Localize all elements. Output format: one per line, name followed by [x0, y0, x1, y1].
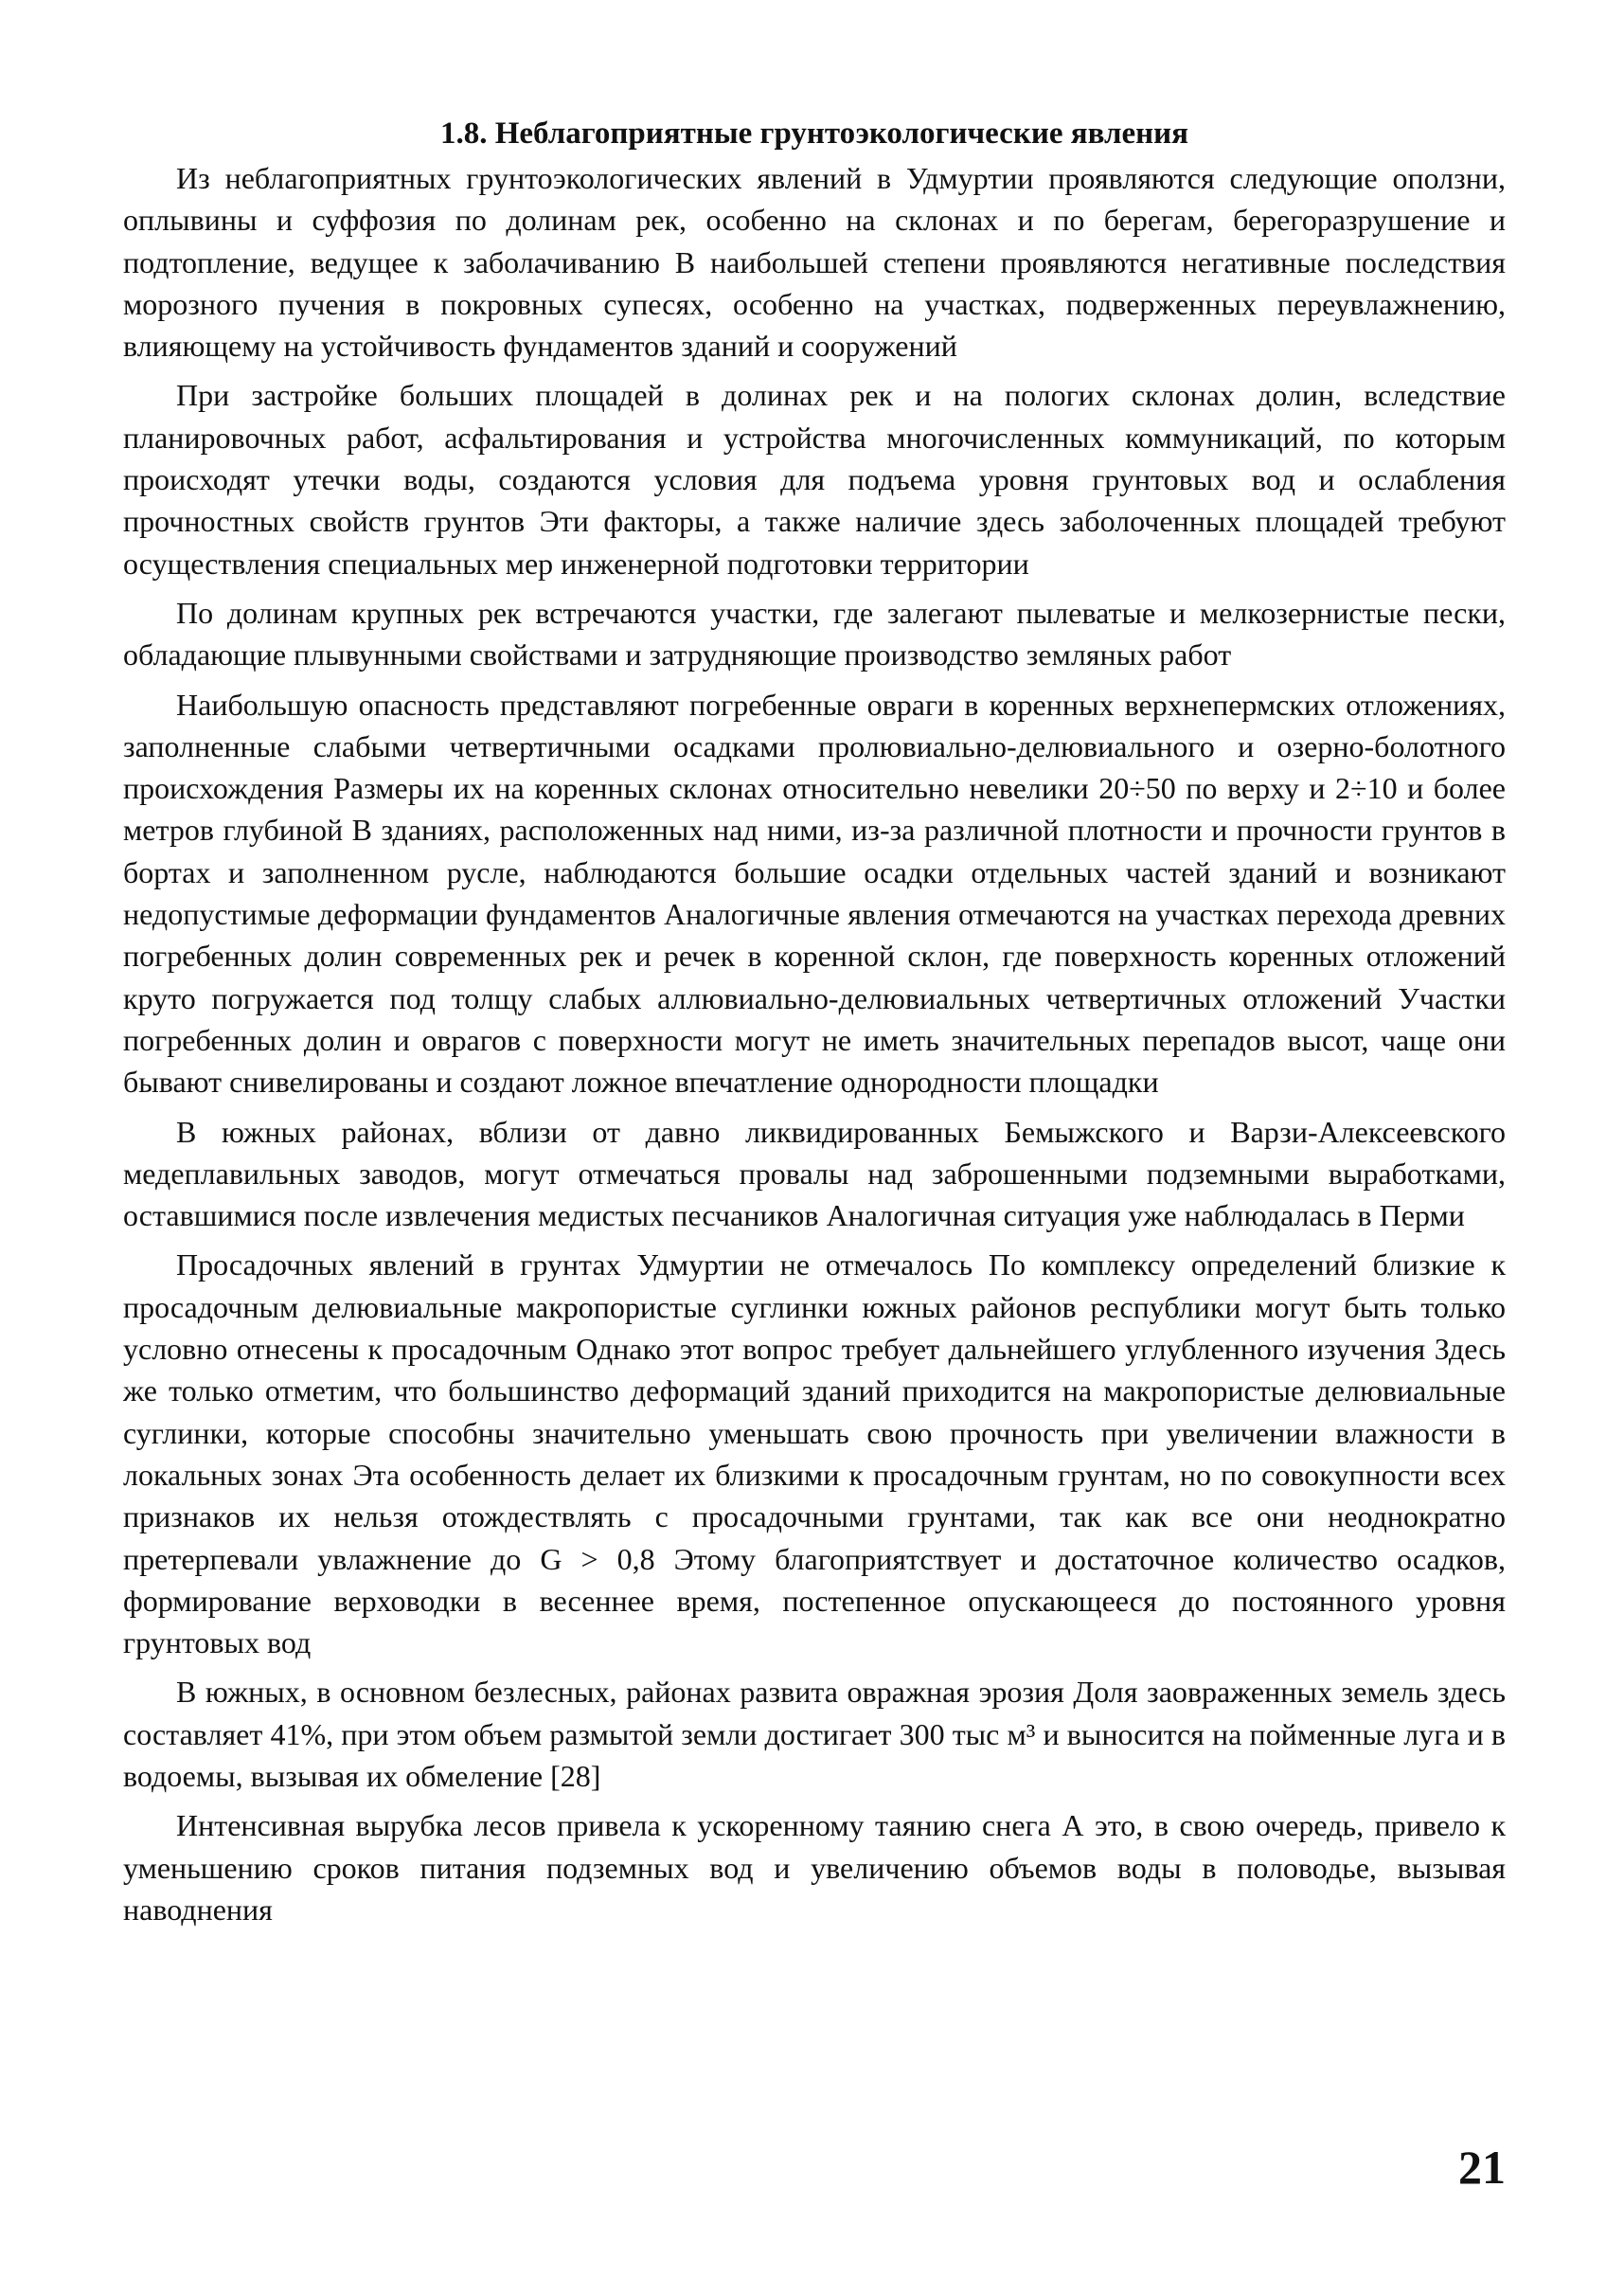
section-heading: 1.8. Неблагоприятные грунтоэкологические явления	[439, 117, 1189, 151]
paragraph-3: По долинам крупных рек встречаются участки, где залегают пылеватые и мелкозернистые пески, обладающие плывунными свойствами и затрудняющие производство земляных работ	[123, 595, 1506, 672]
paragraph-6: Просадочных явлений в грунтах Удмуртии не отмечалось По комплексу определений близкие к просадочным делювиальные макропористые суглинки южных районов республики могут быть только условно отнесены к просадочным Однако этот вопрос требует дальнейшего углубленного изучения Здесь же только отметим, что большинство деформаций зданий приходится на макропористые делювиальные суглинки, которые способны значительно уменьшать свою прочность при увеличении влажности в локальных зонах Эта особенность делает их близкими к просадочным грунтам, но по совокупности всех признаков их нельзя отождествлять с просадочными грунтами, так как все они неоднократно претерпевали увлажнение до G > 0,8 Этому благоприятствует и достаточное количество осадков, формирование верховодки в весеннее время, постепенное опускающееся до постоянного уровня грунтовых вод	[123, 1247, 1506, 1660]
document-page	[123, 112, 1506, 1938]
paragraph-1: Из неблагоприятных грунтоэкологических явлений в Удмуртии проявляются следующие оползни, оплывины и суффозия по долинам рек, особенно на склонах и по берегам, берегоразрушение и подтопление, ведущее к заболачиванию В наибольшей степени проявляются негативные последствия морозного пучения в покровных супесях, особенно на участках, подверженных переувлажнению, влияющему на устойчивость фундаментов зданий и сооружений	[123, 161, 1506, 364]
paragraph-8: Интенсивная вырубка лесов привела к ускоренному таянию снега А это, в свою очередь, привело к уменьшению сроков питания подземных вод и увеличению объемов воды в половодье, вызывая наводнения	[123, 1808, 1506, 1927]
paragraph-7: В южных, в основном безлесных, районах развита овражная эрозия Доля заовраженных земель здесь составляет 41%, при этом объем размытой земли достигает 300 тыс м³ и выносится на пойменные луга и в водоемы, вызывая их обмеление [28]	[123, 1675, 1506, 1793]
paragraph-4: Наибольшую опасность представляют погребенные овраги в коренных верхнепермских отложениях, заполненные слабыми четвертичными осадками пролювиально-делювиального и озерно-болотного происхождения Размеры их на коренных склонах относительно невелики 20÷50 по верху и 2÷10 и более метров глубиной В зданиях, расположенных над ними, из-за различной плотности и прочности грунтов в бортах и заполненном русле, наблюдаются большие осадки отдельных частей зданий и возникают недопустимые деформации фундаментов Аналогичные явления отмечаются на участках перехода древних погребенных долин современных рек и речек в коренной склон, где поверхность коренных отложений круто погружается под толщу слабых аллювиально-делювиальных четвертичных отложений Участки погребенных долин и оврагов с поверхности могут не иметь значительных перепадов высот, чаще они бывают снивелированы и создают ложное впечатление однородности площадки	[123, 687, 1506, 1100]
paragraph-2: При застройке больших площадей в долинах рек и на пологих склонах долин, вследствие планировочных работ, асфальтирования и устройства многочисленных коммуникаций, по которым происходят утечки воды, создаются условия для подъема уровня грунтовых вод и ослабления прочностных свойств грунтов Эти факторы, а также наличие здесь заболоченных площадей требуют осуществления специальных мер инженерной подготовки территории	[123, 378, 1506, 581]
paragraph-5: В южных районах, вблизи от давно ликвидированных Бемыжского и Варзи-Алексеевского медеплавильных заводов, могут отмечаться провалы над заброшенными подземными выработками, оставшимися после извлечения медистых песчаников Аналогичная ситуация уже наблюдалась в Перми	[123, 1114, 1506, 1233]
page-number: 21	[1458, 2141, 1506, 2194]
